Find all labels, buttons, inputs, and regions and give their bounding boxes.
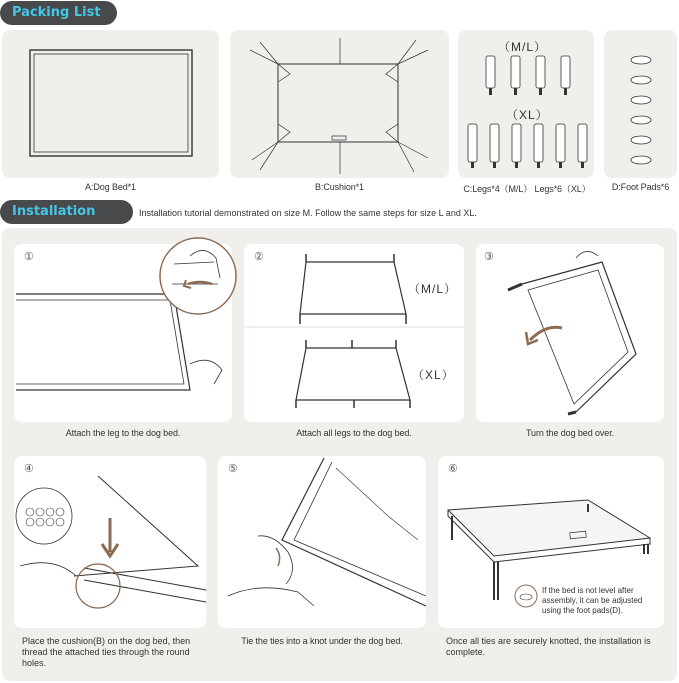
packing-list-title: Packing List <box>0 1 117 25</box>
item-d-panel <box>604 30 677 178</box>
step-1-card <box>14 244 232 422</box>
step-3-caption: Turn the dog bed over. <box>525 428 615 438</box>
step-1-illustration <box>14 244 232 422</box>
item-d-label: D:Foot Pads*6 <box>611 182 670 192</box>
step-5-number: ⑤ <box>228 463 238 475</box>
step-6-number: ⑥ <box>448 463 458 475</box>
installation-note: Installation tutorial demonstrated on size M. Follow the same steps for size L and XL. <box>139 208 477 218</box>
step-2-ml-size: （M/L） <box>408 282 458 296</box>
step-4-illustration <box>14 456 206 628</box>
item-b-panel <box>230 30 449 178</box>
step-1-caption: Attach the leg to the dog bed. <box>65 428 181 438</box>
step-6-caption: Once all ties are securely knotted, the installation is complete. <box>446 636 651 657</box>
step-3-card <box>476 244 664 422</box>
item-a-panel <box>2 30 219 178</box>
installation-steps-title: Installation <box>0 200 133 224</box>
step-2-card <box>244 244 464 422</box>
item-c-panel <box>458 30 594 178</box>
step-6-tip: If the bed is not level after assembly, it can be adjusted using the foot pads(D). <box>542 586 643 615</box>
dog-bed-illustration <box>2 30 219 178</box>
step-4-card <box>14 456 206 628</box>
step-3-number: ③ <box>484 251 494 263</box>
item-b-label: B:Cushion*1 <box>315 182 364 192</box>
step-2-number: ② <box>254 251 264 263</box>
step-2-caption: Attach all legs to the dog bed. <box>296 428 412 438</box>
legs-xl-size: （XL） <box>506 108 549 122</box>
step-1-number: ① <box>24 251 34 263</box>
step-2-xl-size: （XL） <box>412 368 455 382</box>
step-4-caption: Place the cushion(B) on the dog bed, then thread the attached ties through the round holes. <box>22 636 191 668</box>
step-5-card <box>218 456 426 628</box>
step-5-caption: Tie the ties into a knot under the dog bed. <box>241 636 403 646</box>
foot-pads-illustration <box>604 30 677 178</box>
legs-illustration <box>458 30 594 178</box>
step-6-card <box>438 456 664 628</box>
item-c-label: C:Legs*4（M/L） Legs*6（XL） <box>463 184 591 194</box>
step-4-number: ④ <box>24 463 34 475</box>
step-5-illustration <box>218 456 426 628</box>
item-a-label: A:Dog Bed*1 <box>85 182 136 192</box>
cushion-illustration <box>230 30 449 178</box>
legs-ml-size: （M/L） <box>498 40 548 54</box>
step-3-illustration <box>476 244 664 422</box>
step-2-illustration <box>244 244 464 422</box>
